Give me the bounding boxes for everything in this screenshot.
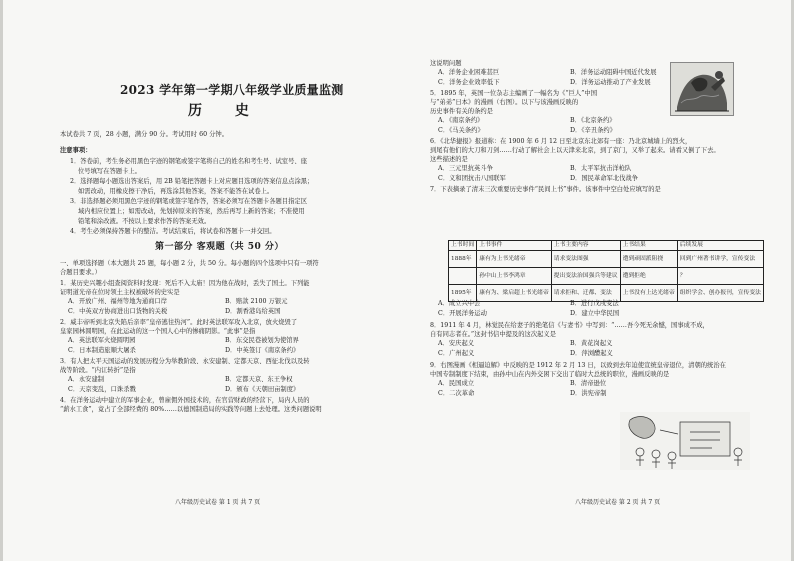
answer-option: A．开放广州、福州等地为通商口岸 xyxy=(68,298,168,305)
answer-option: B．《北京条约》 xyxy=(570,117,616,124)
answer-option: D．《辛丑条约》 xyxy=(570,127,616,134)
table-header-cell: 上书事件 xyxy=(477,241,552,251)
question-line: 这说明问题 xyxy=(430,60,462,67)
answer-option: C．日本制造旅顺大屠杀 xyxy=(68,347,136,354)
question-line: 3．有人把太平天国运动的发展历程分为举教阶段、永安建制、定都天京、西征北伐以及转 xyxy=(60,358,310,365)
answer-option: B．赔款 2100 万银元 xyxy=(225,298,288,305)
answer-option: C．天京变乱，口诛杀戮 xyxy=(68,386,136,393)
note-line: 2．选择题每小题选出答案后，用 2B 铅笔把答题卡上对应题目选项的答案信息点涂黑； xyxy=(70,178,314,185)
table-cell: 组织学会、创办报刊，宣传变法 xyxy=(677,285,763,302)
answer-option: B．清帝逊位 xyxy=(570,380,607,387)
answer-option: D．割香港岛给英国 xyxy=(225,308,281,315)
note-line: 位号填写在答题卡上。 xyxy=(78,168,141,175)
table-cell: 1888年 xyxy=(449,251,477,268)
answer-option: D．中英签订《南京条约》 xyxy=(225,347,300,354)
note-line: 铅笔和涂改液。不按以上要求作答的答案无效。 xyxy=(78,218,211,225)
answer-option: C．二次革命 xyxy=(438,390,475,397)
answer-option: C．义和团抗击八国联军 xyxy=(438,175,506,182)
answer-option: D．洪宪帝制 xyxy=(570,390,607,397)
question-line: 6．《北华捷报》报道称：在 1900 年 6 月 12 日至北京东北郊有一座：乃北京城墙上的烈火， xyxy=(430,138,692,145)
table-cell: 请求拒和、迁都、变法 xyxy=(551,285,620,302)
answer-option: D．颁布《天朝田亩制度》 xyxy=(225,386,300,393)
exam-info: 本试卷共 7 页，28 小题，满分 90 分。考试用时 60 分钟。 xyxy=(60,131,228,138)
question-line: 2．威丰帝听到北京失陷后亲率“皇帝逃往热河”。此时英法联军攻入北京，放火烧毁了 xyxy=(60,319,298,326)
footer-left: 八年级历史试卷 第 1 页 共 7 页 xyxy=(175,499,261,506)
note-line: 如需改动，用橡皮擦干净后，再选涂其他答案，答案不能答在试卷上。 xyxy=(78,188,274,195)
answer-option: B．东交民巷被划为使馆界 xyxy=(225,337,299,344)
answer-option: D．建立中华民国 xyxy=(570,310,620,317)
question-line: 到尾有他们的大刀和刀剑……行动了解社会上以天津来北京，到了京门，又举了起来。请看又倒了下去。 xyxy=(430,147,720,154)
table-header-cell: 上书时间 xyxy=(449,241,477,251)
part1-heading: 第一部分 客观题（共 50 分） xyxy=(155,242,284,252)
question-line: 战等阶段。“内讧转折”是指 xyxy=(60,367,136,374)
question-line: 自有同志者在。”这封书信中提及的这次起义是 xyxy=(430,331,557,338)
note-line: 3．非选择题必须用黑色字迹的钢笔或签字笔作答，答案必须写在答题卡各题目指定区 xyxy=(70,198,307,205)
table-cell: 康有为上书光绪帝 xyxy=(477,251,552,268)
answer-option: B．太平军抗击洋枪队 xyxy=(570,165,632,172)
table-cell: 提出变法治国强兵等建议 xyxy=(551,268,620,285)
question-line: 1．某历史兴趣小组查阅资料时发现：死后不入太庙！因为他在战时，丢失了国土。下列能 xyxy=(60,280,310,287)
table-header-cell: 上书主要内容 xyxy=(551,241,620,251)
answer-option: B．进行戊戌变法 xyxy=(570,300,619,307)
table-cell xyxy=(449,268,477,285)
question-line: 8．1911 年 4 月，林觉民在给妻子的绝笔信《与妻书》中写到：“……吾今死无余憾，国事成不成， xyxy=(430,322,709,329)
scan-edge-left xyxy=(0,0,3,561)
table-cell: 回到广州著书讲学，宣传变法 xyxy=(677,251,763,268)
answer-option: A．三元里抗英斗争 xyxy=(438,165,493,172)
table-row xyxy=(449,268,764,285)
table-cell: 康有为、梁启超上书光绪帝 xyxy=(477,285,552,302)
question-line: 与“弟弟”日本》的漫画（右图）。以下与该漫画反映的 xyxy=(430,99,579,106)
reform-table xyxy=(448,240,764,302)
answer-option: A．永安建制 xyxy=(68,376,105,383)
cartoon-abdication-image xyxy=(620,412,750,470)
question-line: 皇家园林圆明园，在此运动的这一个国人心中的惨痛阴影。“此事”是指 xyxy=(60,328,256,335)
note-line: 域内相应位置上；如需改动，先划掉原来的答案，然后再写上新的答案；不准使用 xyxy=(78,208,305,215)
table-cell: 1895年 xyxy=(449,285,477,302)
question-line: 5．1895 年，英国一位杂志主编画了一幅名为《“巨人”中国 xyxy=(430,90,598,97)
table-header-cell: 后续发展 xyxy=(677,241,763,251)
question-line: 4．在洋务运动中建立的军事企业，曾雇佣外国技术的，在官营财政的经营下，局内人员的 xyxy=(60,397,310,404)
answer-option: C．《马关条约》 xyxy=(438,127,484,134)
answer-option: A．《南京条约》 xyxy=(438,117,484,124)
table-cell: 请求变法图强 xyxy=(551,251,620,268)
answer-option: B．洋务运动阻碍中国近代发展 xyxy=(570,69,657,76)
exam-title: 2023 学年第一学期八年级学业质量监测 xyxy=(120,83,344,97)
table-cell: ？ xyxy=(677,268,763,285)
answer-option: D．国民革命军北伐战争 xyxy=(570,175,639,182)
subject-title: 历 史 xyxy=(188,103,263,119)
question-line: 7．下表摘录了清末三次重要历史事件“民间上书”事件。该事件中空白处应填写的是 xyxy=(430,186,661,193)
question-line: 这些描述的是 xyxy=(430,156,468,163)
answer-option: B．黄花岗起义 xyxy=(570,340,613,347)
answer-option: A．成立兴中会 xyxy=(438,300,481,307)
note-line: 4．考生必须保持答题卡的整洁。考试结束后，将试卷和答题卡一并交回。 xyxy=(70,228,276,235)
answer-option: C．中英双方协商进出口货物的关税 xyxy=(68,308,168,315)
answer-option: B．定都天京、东王争权 xyxy=(225,376,293,383)
answer-option: D．洋务运动推动了产业发展 xyxy=(570,79,651,86)
answer-option: D．萍浏醴起义 xyxy=(570,350,613,357)
answer-option: C．广州起义 xyxy=(438,350,475,357)
answer-option: C．洋务企业效率低下 xyxy=(438,79,500,86)
answer-option: A．英法联军火烧圆明园 xyxy=(68,337,136,344)
answer-option: C．开展洋务运动 xyxy=(438,310,487,317)
part1-intro-line: 一、单项选择题（本大题共 25 题，每小题 2 分，共 50 分。每小题的四个选项中只有一项符 xyxy=(60,260,319,267)
question-line: 9．右图漫画《相逼迫解》中反映的是 1912 年 2 月 13 日，以致到去年迫使宣统皇帝退位，清朝的统治在 xyxy=(430,362,726,369)
footer-right: 八年级历史试卷 第 2 页 共 7 页 xyxy=(575,499,661,506)
table-header-row xyxy=(449,241,764,251)
question-line: 证明道光帝在位时领土主权被破坏的史实是 xyxy=(60,289,180,296)
table-cell: 遭到拒绝 xyxy=(620,268,677,285)
notes-heading: 注意事项： xyxy=(60,147,92,154)
answer-option: A．洋务企业困难甚巨 xyxy=(438,69,500,76)
answer-option: A．民国成立 xyxy=(438,380,475,387)
table-cell: 遭到顽固派阻挠 xyxy=(620,251,677,268)
part1-intro-line: 合题目要求。） xyxy=(60,269,101,276)
cartoon-giant-china-image xyxy=(670,62,734,116)
table-cell: 孙中山上书李鸿章 xyxy=(477,268,552,285)
question-line: 历史事件有关的条约是 xyxy=(430,108,493,115)
question-line: “薪水工食”，竟占了全部经费的 80%……以德国制造局的实践等问题上去处理。这类问题说明 xyxy=(60,406,322,413)
table-header-cell: 上书结果 xyxy=(620,241,677,251)
note-line: 1．答卷前，考生务必用黑色字迹的钢笔或签字笔将自己的姓名和考生号、试室号、座 xyxy=(70,158,307,165)
table-row xyxy=(449,251,764,268)
question-line: 中国专制制度下结束，由孙中山在内外交困下交出了临时大总统的职位，漫画反映的是 xyxy=(430,371,670,378)
answer-option: A．安庆起义 xyxy=(438,340,475,347)
table-cell: 上书没有上达光绪帝 xyxy=(620,285,677,302)
table-row xyxy=(449,285,764,302)
